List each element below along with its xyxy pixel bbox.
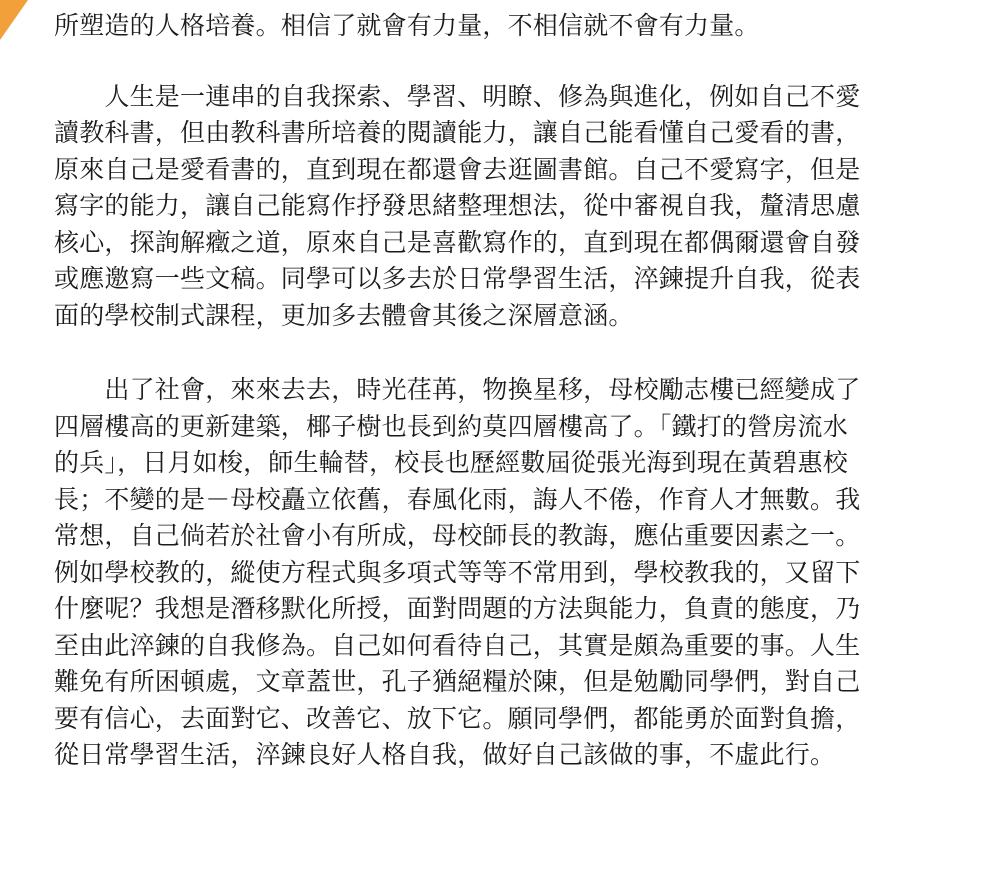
text-line: 出了社會，來來去去，時光荏苒，物換星移，母校勵志樓已經變成了: [54, 375, 861, 404]
text-line: 讀教科書，但由教科書所培養的閱讀能力，讓自己能看懂自己愛看的書，: [54, 118, 861, 147]
text-line: 什麼呢？我想是潛移默化所授，面對問題的方法與能力，負責的態度，乃: [54, 594, 861, 623]
text-line: 四層樓高的更新建築，椰子樹也長到約莫四層樓高了。「鐵打的營房流水: [54, 411, 848, 441]
text-line: 或應邀寫一些文稿。同學可以多去於日常學習生活，淬鍊提升自我，從表: [54, 264, 861, 293]
text-line: 要有信心，去面對它、改善它、放下它。願同學們，都能勇於面對負擔，: [54, 703, 861, 733]
text-line: 從日常學習生活，淬鍊良好人格自我，做好自己該做的事，不虛此行。: [54, 740, 836, 769]
text-line: 核心，探詢解癥之道，原來自己是喜歡寫作的，直到現在都偶爾還會自發: [54, 227, 861, 257]
text-line: 難免有所困頓處，文章蓋世，孔子猶絕糧於陳，但是勉勵同學們，對自己: [54, 667, 861, 696]
text-line: 所塑造的人格培養。相信了就會有力量，不相信就不會有力量。: [54, 11, 760, 40]
text-line: 例如學校教的，縱使方程式與多項式等等不常用到，學校教我的，又留下: [54, 557, 861, 587]
text-line: 人生是一連串的自我探索、學習、明瞭、修為與進化，例如自己不愛: [54, 81, 861, 111]
paragraph-2: [54, 79, 954, 335]
text-line: 的兵」，日月如梭，師生輪替，校長也歷經數屆從張光海到現在黃碧惠校: [54, 448, 848, 477]
text-line: 長；不變的是－母校矗立依舊，春風化雨，誨人不倦，作育人才無數。我: [54, 484, 861, 514]
text-line: 面的學校制式課程，更加多去體會其後之深層意涵。: [54, 300, 634, 330]
paragraph-1: [54, 8, 954, 45]
paragraph-3: [54, 372, 954, 774]
text-line: 寫字的能力，讓自己能寫作抒發思緒整理想法，從中審視自我，釐清思慮: [54, 191, 861, 220]
text-line: 至由此淬鍊的自我修為。自己如何看待自己，其實是頗為重要的事。人生: [54, 630, 861, 660]
text-line: 原來自己是愛看書的，直到現在都還會去逛圖書館。自己不愛寫字，但是: [54, 154, 861, 184]
article-body: [54, 8, 954, 774]
text-line: 常想，自己倘若於社會小有所成，母校師長的教誨，應佔重要因素之一。: [54, 521, 861, 550]
corner-decoration: [0, 0, 28, 40]
